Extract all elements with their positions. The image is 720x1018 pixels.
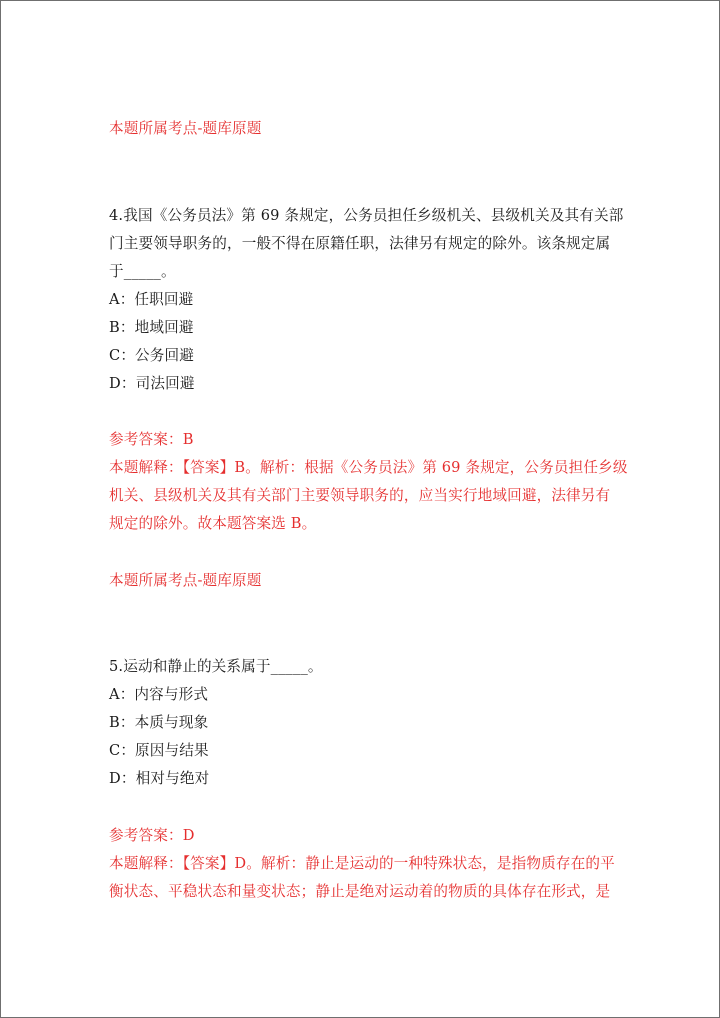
q5-stem-line-1: 5.运动和静止的关系属于_____。 [109,658,323,675]
q4-answer: 参考答案：B [109,431,194,448]
q5-option-d: D：相对与绝对 [109,770,210,787]
q5-answer: 参考答案：D [109,827,195,844]
q4-stem-line-2: 门主要领导职务的，一般不得在原籍任职，法律另有规定的除外。该条规定属 [109,235,611,252]
q4-explanation-line-2: 机关、县级机关及其有关部门主要领导职务的，应当实行地域回避，法律另有 [109,487,611,504]
q4-option-b: B：地域回避 [109,319,194,336]
q4-option-a: A：任职回避 [109,291,194,308]
q4-stem-line-3: 于_____。 [109,263,176,280]
q5-option-a: A：内容与形式 [109,686,209,703]
q4-explanation-line-1: 本题解释：【答案】B。解析：根据《公务员法》第 69 条规定，公务员担任乡级 [109,459,628,476]
q3-category: 本题所属考点-题库原题 [109,120,262,137]
q5-explanation-line-1: 本题解释：【答案】D。解析：静止是运动的一种特殊状态，是指物质存在的平 [109,855,615,872]
q5-option-b: B：本质与现象 [109,714,209,731]
q4-stem-line-1: 4.我国《公务员法》第 69 条规定，公务员担任乡级机关、县级机关及其有关部 [109,207,624,224]
q4-option-d: D：司法回避 [109,375,195,392]
q4-option-c: C：公务回避 [109,347,195,364]
q4-category: 本题所属考点-题库原题 [109,572,262,589]
q5-explanation-line-2: 衡状态、平稳状态和量变状态；静止是绝对运动着的物质的具体存在形式，是 [109,883,611,900]
q4-explanation-line-3: 规定的除外。故本题答案选 B。 [109,515,317,532]
q5-option-c: C：原因与结果 [109,742,209,759]
